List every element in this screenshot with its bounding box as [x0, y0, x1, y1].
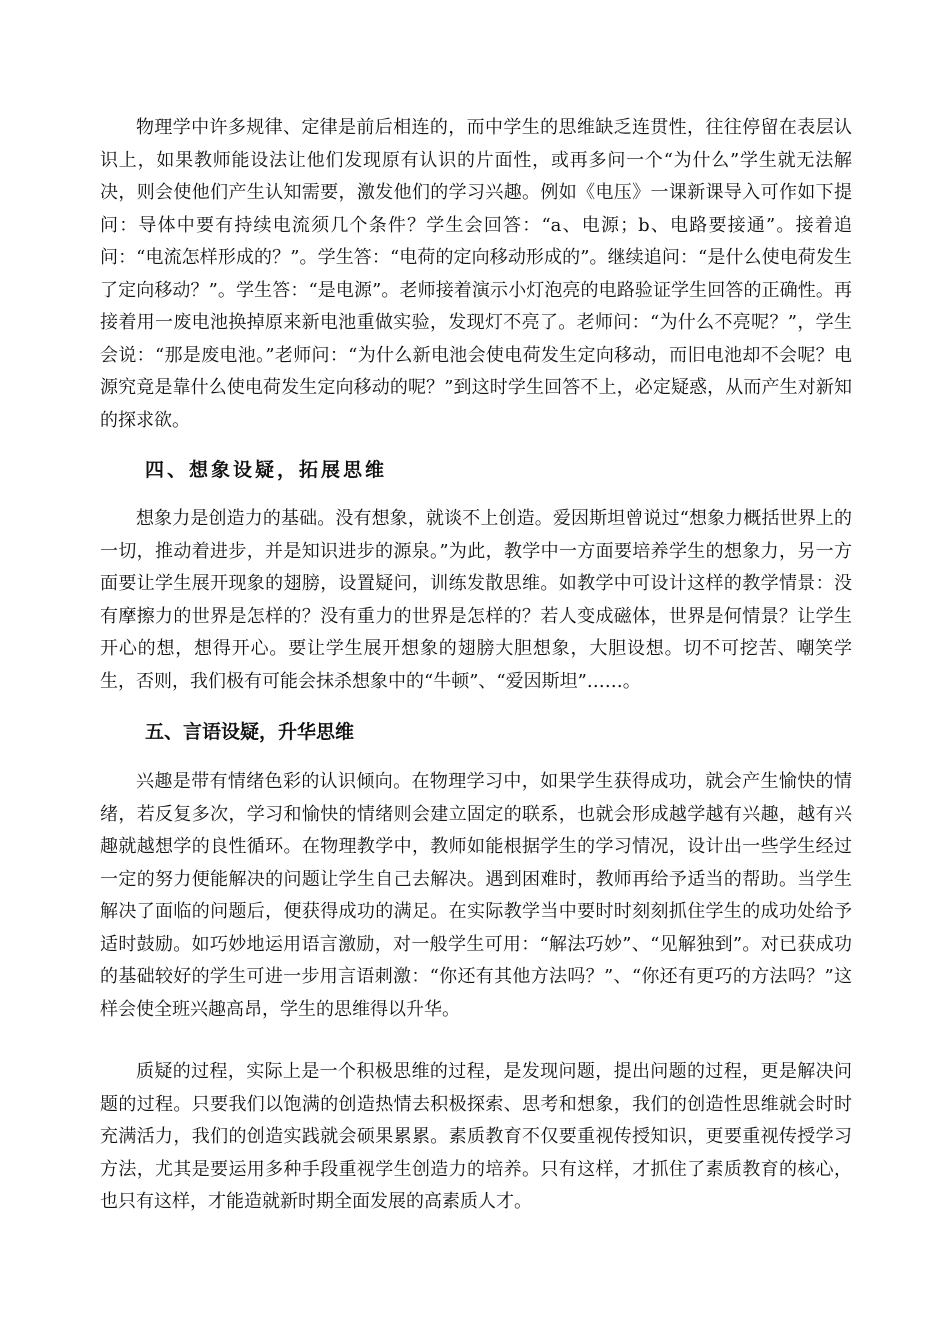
section-heading-language: 五、言语设疑，升华思维 [145, 721, 355, 743]
document-body [100, 112, 852, 1219]
paragraph-conclusion: 质疑的过程，实际上是一个积极思维的过程，是发现问题，提出问题的过程，更是解决问题的过程。只要我们以饱满的创造热情去积极探索、思考和想象，我们的创造性思维就会时时充满活力，我们的创造实践就会硕果累累。素质教育不仅要重视传授知识，更要重视传授学习方法，尤其是要运用多种手段重视学生创造力的培养。只有这样，才抓住了素质教育的核心，也只有这样，才能造就新时期全面发展的高素质人才。 [100, 1061, 852, 1212]
paragraph-questioning: 物理学中许多规律、定律是前后相连的，而中学生的思维缺乏连贯性，往往停留在表层认识上，如果教师能设法让他们发现原有认识的片面性，或再多问一个“为什么”学生就无法解决，则会使他们产生认知需要，激发他们的学习兴趣。例如《电压》一课新课导入可作如下提问：导体中要有持续电流须几个条件？学生会回答：“a、电源；b、电路要接通”。接着追问：“电流怎样形成的？”。学生答：“电荷的定向移动形成的”。继续追问：“是什么使电荷发生了定向移动？”。学生答：“是电源”。老师接着演示小灯泡亮的电路验证学生回答的正确性。再接着用一废电池换掉原来新电池重做实验，发现灯不亮了。老师问：“为什么不亮呢？”，学生会说：“那是废电池。”老师问：“为什么新电池会使电荷发生定向移动，而旧电池却不会呢？电源究竟是靠什么使电荷发生定向移动的呢？”到这时学生回答不上，必定疑惑，从而产生对新知的探求欲。 [100, 117, 852, 431]
paragraph-language: 兴趣是带有情绪色彩的认识倾向。在物理学习中，如果学生获得成功，就会产生愉快的情绪，若反复多次，学习和愉快的情绪则会建立固定的联系，也就会形成越学越有兴趣，越有兴趣就越想学的良性循环。在物理教学中，教师如能根据学生的学习情况，设计出一些学生经过一定的努力便能解决的问题让学生自己去解决。遇到困难时，教师再给予适当的帮助。当学生解决了面临的问题后，便获得成功的满足。在实际教学当中要时时刻刻抓住学生的成功处给予适时鼓励。如巧妙地运用语言激励，对一般学生可用：“解法巧妙”、“见解独到”。对已获成功的基础较好的学生可进一步用言语刺激：“你还有其他方法吗？”、“你还有更巧的方法吗？”这样会使全班兴趣高昂，学生的思维得以升华。 [100, 771, 852, 1020]
section-heading-imagination: 四、想象设疑，拓展思维 [145, 459, 388, 481]
paragraph-imagination: 想象力是创造力的基础。没有想象，就谈不上创造。爱因斯坦曾说过“想象力概括世界上的一切，推动着进步，并是知识进步的源泉。”为此，教学中一方面要培养学生的想象力，另一方面要让学生展开现象的翅膀，设置疑问，训练发散思维。如教学中可设计这样的教学情景：没有摩擦力的世界是怎样的？没有重力的世界是怎样的？若人变成磁体，世界是何情景？让学生开心的想，想得开心。要让学生展开想象的翅膀大胆想象，大胆设想。切不可挖苦、嘲笑学生，否则，我们极有可能会抹杀想象中的“牛顿”、“爱因斯坦”……。 [100, 508, 852, 692]
